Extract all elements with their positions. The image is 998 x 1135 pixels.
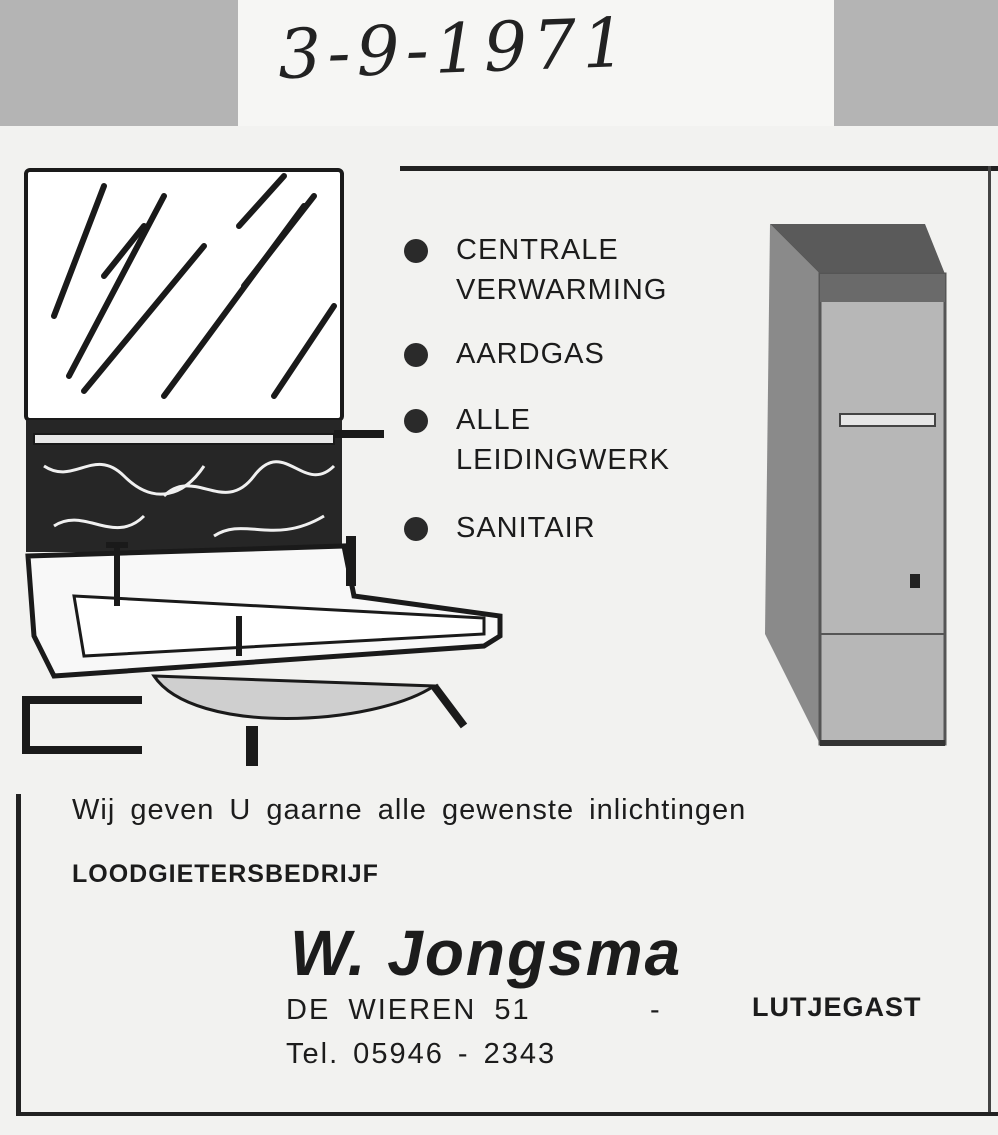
service-label: LEIDINGWERK <box>456 444 671 476</box>
street-address: DE WIEREN 51 <box>286 994 531 1026</box>
phone-number: Tel. 05946 - 2343 <box>286 1038 557 1070</box>
info-text: Wij geven U gaarne alle gewenste inlichtingen <box>72 794 747 826</box>
company-name: W. Jongsma <box>290 917 683 989</box>
service-label: SANITAIR <box>456 512 596 544</box>
bullet-icon <box>404 409 428 433</box>
service-label: VERWARMING <box>456 274 668 306</box>
service-item <box>404 400 670 480</box>
service-item <box>404 334 670 374</box>
handwritten-date: 3-9-1971 <box>276 3 633 96</box>
right-rule <box>988 166 991 1116</box>
bullet-icon <box>404 517 428 541</box>
service-item <box>404 508 670 548</box>
date-note-paper <box>238 0 834 126</box>
advertisement <box>0 126 998 1135</box>
service-label: AARDGAS <box>456 338 605 370</box>
left-rule <box>16 794 21 1114</box>
boiler-illustration <box>760 214 950 754</box>
service-label: ALLE <box>456 404 531 436</box>
bottom-rule <box>16 1112 998 1116</box>
bullet-icon <box>404 343 428 367</box>
service-item <box>404 230 670 310</box>
city-name: LUTJEGAST <box>752 992 922 1022</box>
service-label: CENTRALE <box>456 234 619 266</box>
services-list <box>404 230 670 548</box>
address-separator: - <box>650 994 660 1026</box>
bullet-icon <box>404 239 428 263</box>
trade-label: LOODGIETERSBEDRIJF <box>72 860 379 888</box>
